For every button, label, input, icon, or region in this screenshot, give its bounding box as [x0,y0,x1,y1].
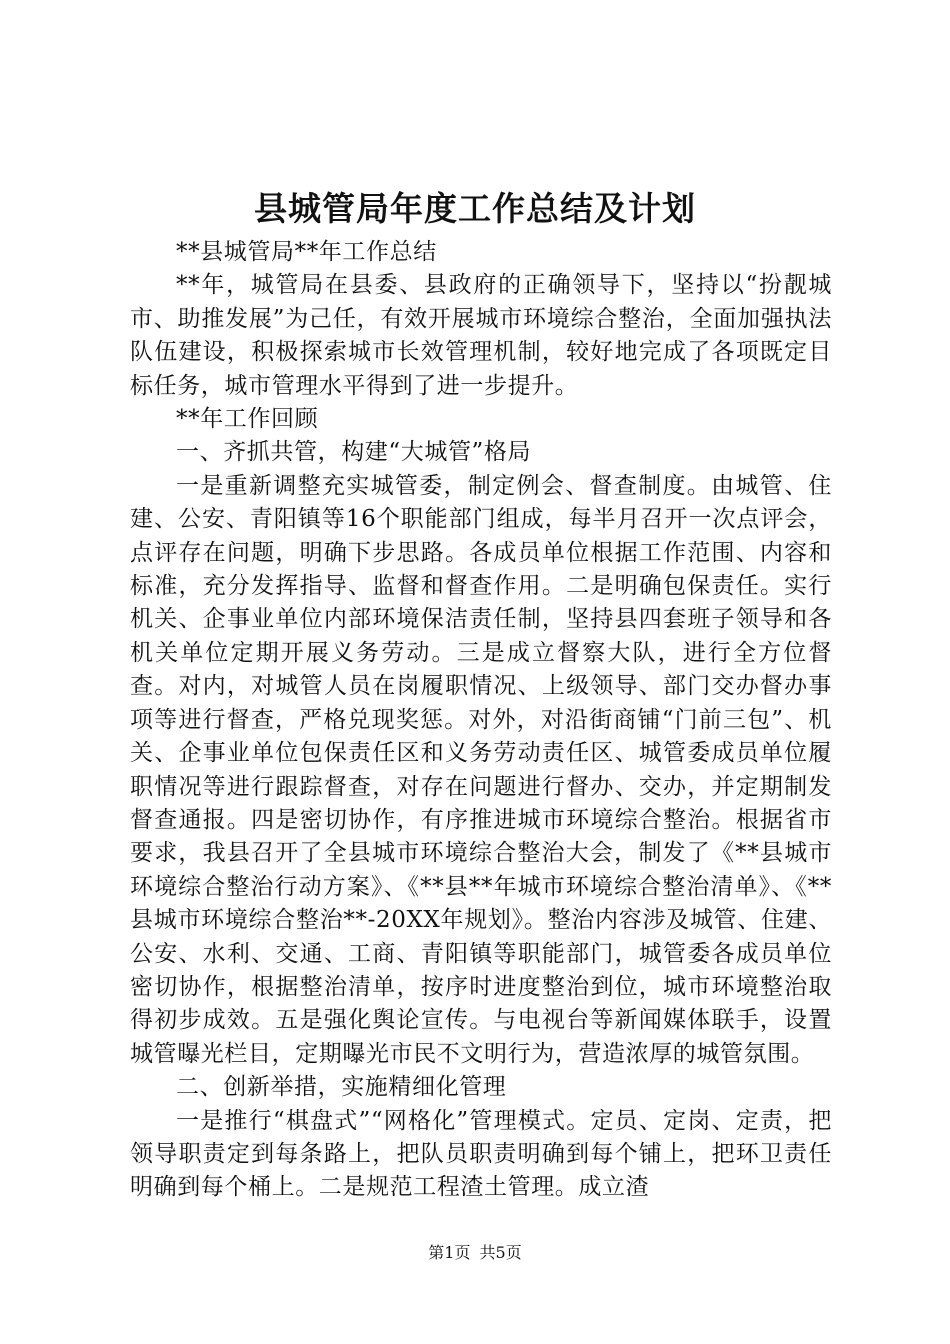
page-total: 共5页 [479,1243,522,1262]
section-heading-2: 二、创新举措，实施精细化管理 [176,1074,507,1101]
paragraph-subtitle: **县城管局**年工作总结 [176,239,437,265]
document-title: 县城管局年度工作总结及计划 [254,189,696,228]
document-body [130,236,832,1205]
paragraph-intro: **年，城管局在县委、县政府的正确领导下，坚持以“扮靓城市、助推发展”为己任，有效开展城市环境综合整治，全面加强执法队伍建设，积极探索城市长效管理机制，较好地完成了各项既定目标任务，城市管理水平得到了进一步提升。 [130,272,832,399]
page-footer [0,1242,950,1264]
page-number: 第1页 [428,1243,471,1262]
paragraph-review-heading: **年工作回顾 [176,406,319,433]
paragraph-section-1: 一是重新调整充实城管委，制定例会、督查制度。由城管、住建、公安、青阳镇等16个职能部门组成，每半月召开一次点评会，点评存在问题，明确下步思路。各成员单位根据工作范围、内容和标准，充分发挥指导、监督和督查作用。二是明确包保责任。实行机关、企事业单位内部环境保洁责任制，坚持县四套班子领导和各机关单位定期开展义务劳动。三是成立督察大队，进行全方位督查。对内，对城管人员在岗履职情况、上级领导、部门交办督办事项等进行督查，严格兑现奖惩。对外，对沿街商铺“门前三包”、机关、企事业单位包保责任区和义务劳动责任区、城管委成员单位履职情况等进行跟踪督查，对存在问题进行督办、交办，并定期制发督查通报。四是密切协作，有序推进城市环境综合整治。根据省市要求，我县召开了全县城市环境综合整治大会，制发了《**县城市环境综合整治行动方案》、《**县**年城市环境综合整治清单》、《**县城市环境综合整治**-20XX年规划》。整治内容涉及城管、住建、公安、水利、交通、工商、青阳镇等职能部门，城管委各成员单位密切协作，根据整治清单，按序时进度整治到位，城市环境整治取得初步成效。五是强化舆论宣传。与电视台等新闻媒体联手，设置城管曝光栏目，定期曝光市民不文明行为，营造浓厚的城管氛围。 [130,472,832,1067]
section-heading-1: 一、齐抓共管，构建“大城管”格局 [176,439,532,466]
paragraph-section-2: 一是推行“棋盘式”“网格化”管理模式。定员、定岗、定责，把领导职责定到每条路上，把队员职责明确到每个铺上，把环卫责任明确到每个桶上。二是规范工程渣土管理。成立渣 [130,1107,832,1201]
